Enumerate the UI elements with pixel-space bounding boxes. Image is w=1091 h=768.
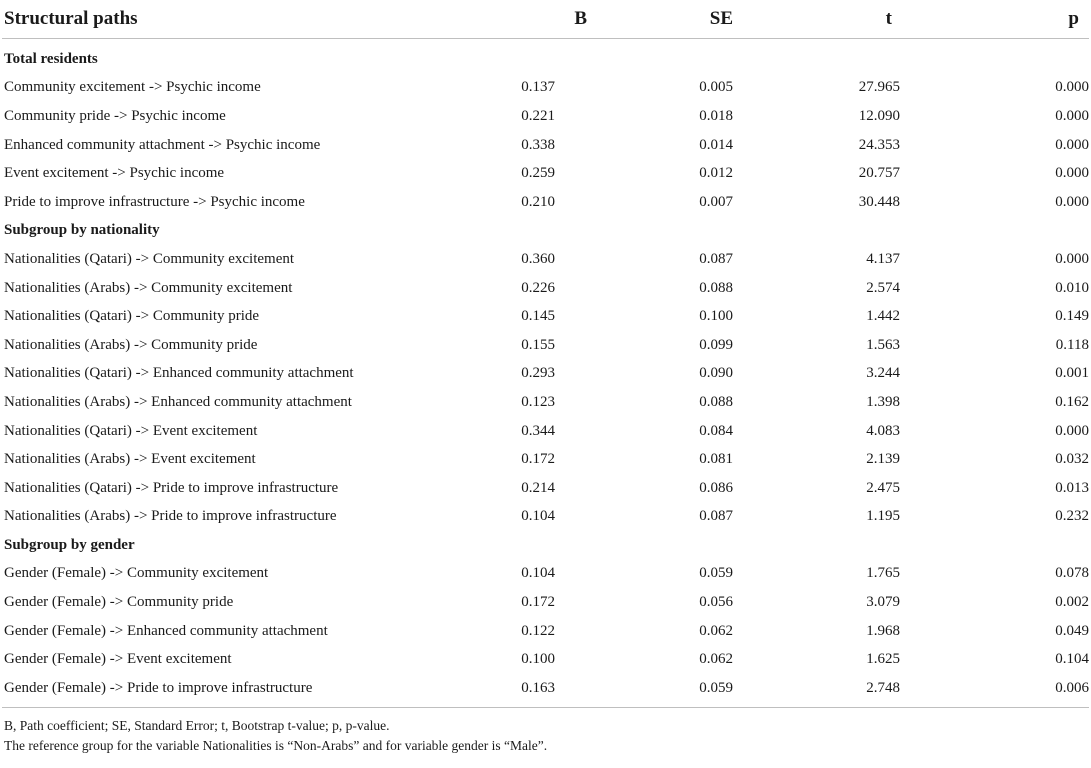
cell-se: 0.005 [699,79,733,96]
table-row [2,74,1089,103]
footnote-abbreviations: B, Path coefficient; SE, Standard Error; t, Bootstrap t-value; p, p-value. [4,717,390,733]
table-row [2,131,1089,160]
cell-se: 0.088 [699,279,733,296]
cell-se: 0.087 [699,250,733,267]
cell-path: Nationalities (Arabs) -> Community excitement [4,279,293,296]
table-row [2,474,1089,503]
cell-path: Gender (Female) -> Community pride [4,594,234,611]
cell-t: 4.137 [866,250,900,267]
cell-p: 0.104 [1055,651,1089,668]
table-row [2,159,1089,188]
cell-se: 0.056 [699,594,733,611]
cell-t: 1.398 [866,393,900,410]
table-row [2,617,1089,646]
section-row [2,39,1089,74]
cell-path: Community excitement -> Psychic income [4,79,261,96]
cell-p: 0.000 [1055,107,1089,124]
cell-path: Nationalities (Qatari) -> Event excitement [4,422,258,439]
cell-b: 0.172 [521,594,555,611]
cell-se: 0.100 [699,308,733,325]
cell-t: 1.195 [866,508,900,525]
cell-se: 0.099 [699,336,733,353]
table-row [2,302,1089,331]
cell-t: 2.574 [866,279,900,296]
cell-t: 3.244 [866,365,900,382]
cell-path: Pride to improve infrastructure -> Psychic income [4,193,305,210]
cell-t: 20.757 [858,165,900,182]
cell-se: 0.014 [699,136,733,153]
cell-p: 0.049 [1055,622,1089,639]
cell-p: 0.000 [1055,136,1089,153]
table-row [2,360,1089,389]
cell-p: 0.149 [1055,308,1089,325]
cell-t: 1.968 [866,622,900,639]
cell-se: 0.059 [699,565,733,582]
header-structural-paths: Structural paths [2,0,457,39]
cell-b: 0.122 [521,622,555,639]
cell-b: 0.172 [521,451,555,468]
table-footnotes [4,716,1091,756]
table-row [2,417,1089,446]
cell-path: Nationalities (Arabs) -> Pride to improve infrastructure [4,508,337,525]
cell-path: Nationalities (Arabs) -> Enhanced community attachment [4,393,352,410]
cell-t: 27.965 [858,79,900,96]
cell-b: 0.137 [521,79,555,96]
cell-path: Gender (Female) -> Enhanced community attachment [4,622,328,639]
cell-b: 0.163 [457,674,597,707]
cell-t: 1.563 [866,336,900,353]
cell-path: Gender (Female) -> Community excitement [4,565,269,582]
cell-p: 0.010 [1055,279,1089,296]
cell-se: 0.086 [699,479,733,496]
table-row [2,674,1089,707]
table-row [2,245,1089,274]
cell-path: Gender (Female) -> Pride to improve infrastructure [2,674,457,707]
cell-p: 0.078 [1055,565,1089,582]
cell-t: 1.625 [866,651,900,668]
cell-b: 0.100 [521,651,555,668]
table-row [2,274,1089,303]
cell-b: 0.210 [521,193,555,210]
cell-t: 1.442 [866,308,900,325]
cell-b: 0.344 [521,422,555,439]
section-row [2,217,1089,246]
structural-paths-table [2,0,1089,708]
cell-se: 0.012 [699,165,733,182]
table-row [2,503,1089,532]
cell-t: 4.083 [866,422,900,439]
cell-se: 0.087 [699,508,733,525]
cell-b: 0.221 [521,107,555,124]
cell-path: Nationalities (Arabs) -> Community pride [4,336,258,353]
cell-path: Community pride -> Psychic income [4,107,226,124]
cell-path: Nationalities (Qatari) -> Community pride [4,308,260,325]
cell-b: 0.155 [521,336,555,353]
table-row [2,560,1089,589]
section-title: Subgroup by gender [4,536,135,553]
footnote-reference-groups: The reference group for the variable Nationalities is “Non-Arabs” and for variable gender is “Male”. [4,737,548,753]
cell-t: 24.353 [858,136,900,153]
cell-se: 0.090 [699,365,733,382]
cell-path: Nationalities (Qatari) -> Pride to improve infrastructure [4,479,339,496]
section-title: Subgroup by nationality [4,222,160,239]
cell-path: Event excitement -> Psychic income [4,165,225,182]
cell-b: 0.360 [521,250,555,267]
section-title: Total residents [4,50,98,67]
table-row [2,188,1089,217]
cell-b: 0.214 [521,479,555,496]
header-b: B [457,0,597,39]
cell-p: 0.002 [1055,594,1089,611]
cell-b: 0.338 [521,136,555,153]
table-row [2,588,1089,617]
section-row [2,531,1089,560]
table-row [2,445,1089,474]
cell-p: 0.001 [1055,365,1089,382]
cell-p: 0.000 [1055,165,1089,182]
table-row [2,388,1089,417]
cell-t: 1.765 [866,565,900,582]
cell-b: 0.145 [521,308,555,325]
cell-p: 0.232 [1055,508,1089,525]
cell-b: 0.104 [521,508,555,525]
cell-p: 0.000 [1055,79,1089,96]
cell-path: Nationalities (Qatari) -> Enhanced community attachment [4,365,354,382]
cell-se: 0.062 [699,622,733,639]
cell-se: 0.062 [699,651,733,668]
cell-se: 0.007 [699,193,733,210]
cell-b: 0.226 [521,279,555,296]
cell-b: 0.259 [521,165,555,182]
cell-b: 0.123 [521,393,555,410]
cell-se: 0.081 [699,451,733,468]
table-row [2,331,1089,360]
cell-t: 12.090 [858,107,900,124]
table-body [2,39,1089,708]
table-header [2,0,1089,39]
cell-p: 0.162 [1055,393,1089,410]
cell-path: Nationalities (Qatari) -> Community excitement [4,250,295,267]
cell-t: 2.475 [866,479,900,496]
cell-b: 0.293 [521,365,555,382]
cell-p: 0.000 [1055,422,1089,439]
cell-p: 0.000 [1055,250,1089,267]
cell-path: Enhanced community attachment -> Psychic income [4,136,321,153]
cell-path: Gender (Female) -> Event excitement [4,651,232,668]
cell-p: 0.118 [1055,336,1089,353]
header-p: p [942,0,1089,39]
cell-t: 30.448 [858,193,900,210]
cell-path: Nationalities (Arabs) -> Event excitement [4,451,256,468]
cell-p: 0.000 [1055,193,1089,210]
cell-t: 2.748 [777,674,942,707]
cell-p: 0.013 [1055,479,1089,496]
cell-se: 0.084 [699,422,733,439]
header-t: t [777,0,942,39]
cell-se: 0.018 [699,107,733,124]
cell-t: 2.139 [866,451,900,468]
table-row [2,102,1089,131]
cell-b: 0.104 [521,565,555,582]
header-se: SE [597,0,777,39]
cell-t: 3.079 [866,594,900,611]
cell-p: 0.032 [1055,451,1089,468]
table-row [2,645,1089,674]
cell-se: 0.088 [699,393,733,410]
header-row [2,0,1089,39]
cell-p: 0.006 [942,674,1089,707]
cell-se: 0.059 [597,674,777,707]
